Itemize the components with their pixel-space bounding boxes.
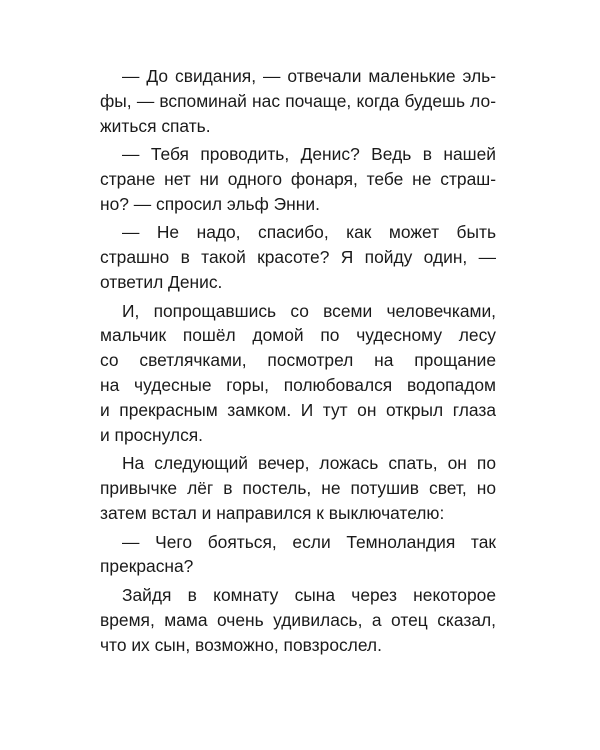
text-line: житься спать.: [100, 115, 211, 136]
paragraph: [100, 299, 496, 448]
text-line: И, попрощавшись со всеми человечками,: [122, 300, 496, 321]
text-line: затем встал и направился к выключателю:: [100, 503, 445, 524]
text-line: время, мама очень удивилась, а отец сказал,: [100, 609, 496, 630]
paragraph: [100, 530, 496, 580]
text-line: фы, — вспоминай нас почаще, когда будешь ло-: [100, 90, 496, 111]
text-line: прекрасна?: [100, 556, 194, 577]
text-line: На следующий вечер, ложась спать, он по: [122, 453, 496, 474]
paragraph: [100, 142, 496, 217]
text-line: — Тебя проводить, Денис? Ведь в нашей: [122, 144, 496, 165]
text-line: ответил Денис.: [100, 272, 223, 293]
paragraph: [100, 451, 496, 526]
text-line: на чудесные горы, полюбовался водопадом: [100, 375, 496, 396]
text-line: что их сын, возможно, повзрослел.: [100, 634, 382, 655]
text-line: мальчик пошёл домой по чудесному лесу: [100, 325, 496, 346]
paragraph: [100, 64, 496, 139]
paragraph: [100, 583, 496, 658]
text-line: Зайдя в комнату сына через некоторое: [122, 584, 496, 605]
text-line: со светлячками, посмотрел на прощание: [100, 350, 496, 371]
text-line: страшно в такой красоте? Я пойду один, —: [100, 247, 496, 268]
text-line: но? — спросил эльф Энни.: [100, 193, 320, 214]
text-line: и проснулся.: [100, 424, 204, 445]
text-line: — До свидания, — отвечали маленькие эль-: [122, 66, 496, 86]
text-line: стране нет ни одного фонаря, тебе не страш-: [100, 169, 496, 190]
text-line: привычке лёг в постель, не потушив свет, но: [100, 478, 496, 499]
text-line: — Чего бояться, если Темноландия так: [122, 531, 496, 552]
text-line: и прекрасным замком. И тут он открыл глаза: [100, 400, 496, 421]
paragraph: [100, 220, 496, 295]
text-line: — Не надо, спасибо, как может быть: [122, 222, 496, 243]
story-text: [100, 64, 496, 661]
